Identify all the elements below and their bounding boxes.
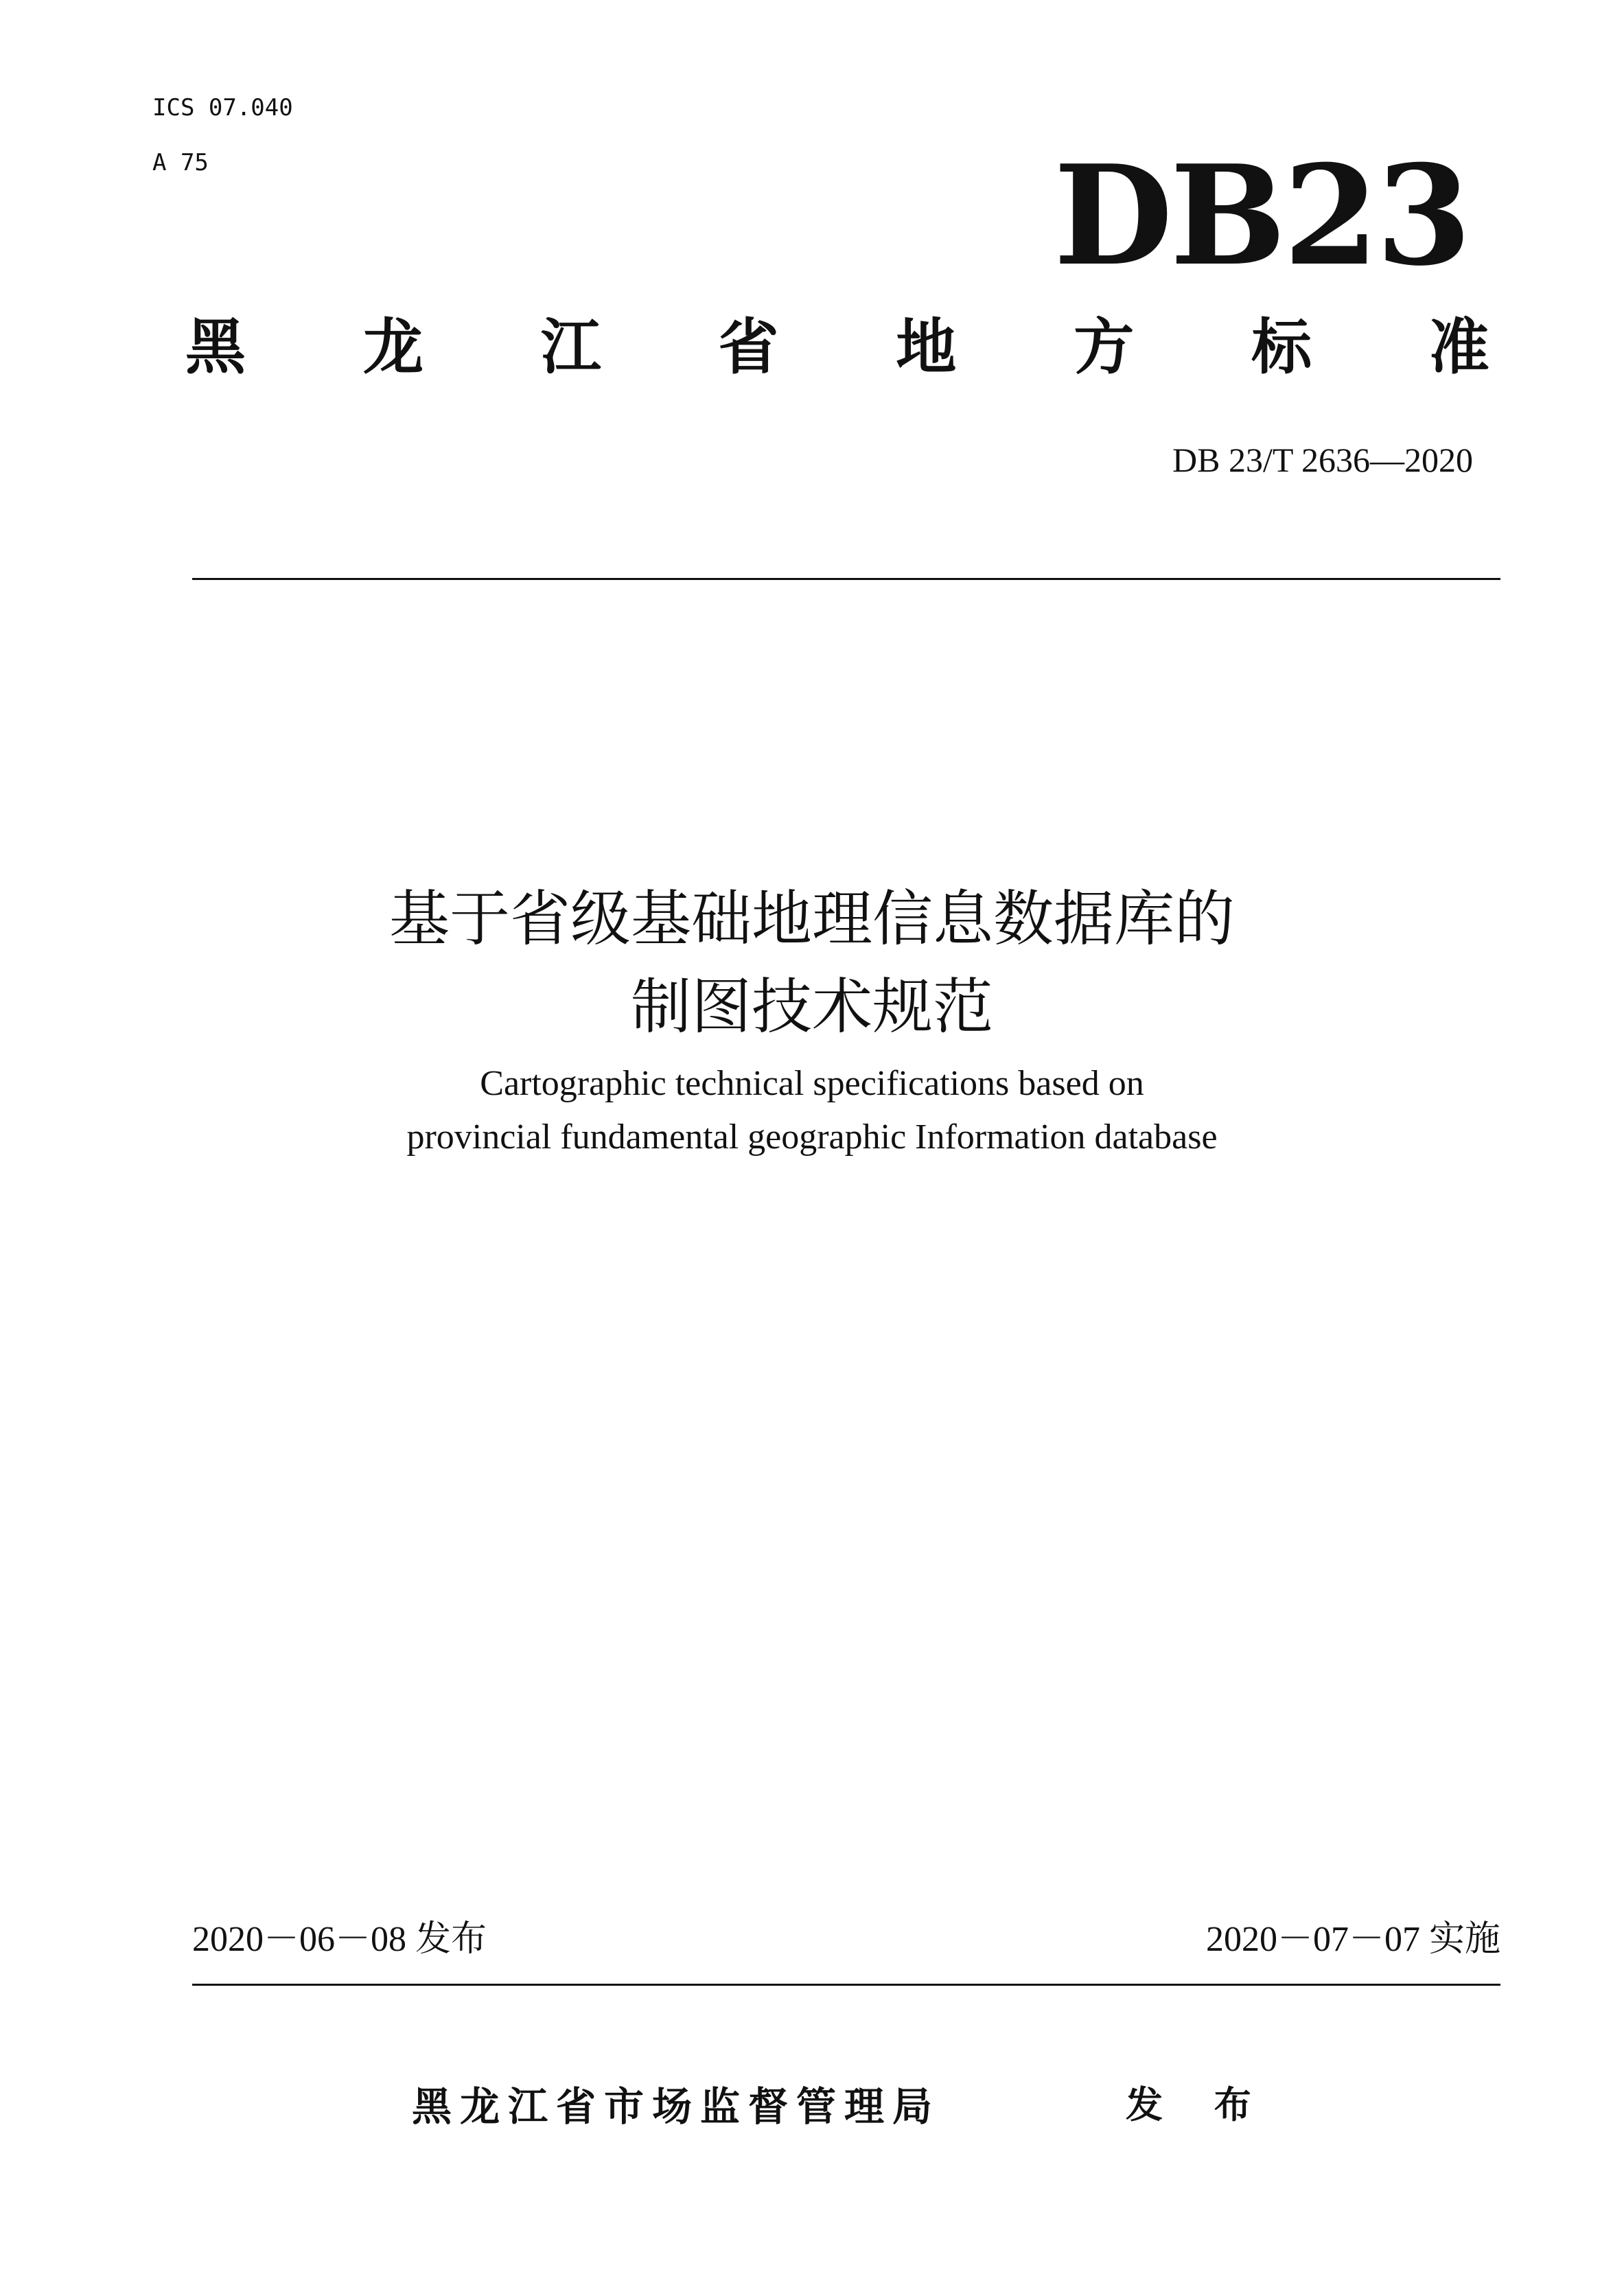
bottom-divider <box>192 1984 1500 1986</box>
standard-type-char: 准 <box>1428 312 1489 382</box>
chinese-title <box>0 875 1624 1050</box>
standard-type-char: 江 <box>540 312 601 382</box>
english-title-line-1: Cartographic technical specifications based on <box>480 1064 1144 1103</box>
publish-date: 2020－06－08 发布 <box>192 1920 487 1959</box>
top-divider <box>192 578 1500 580</box>
publish-label: 发 布 <box>1126 2083 1271 2126</box>
english-title <box>0 1057 1624 1164</box>
chinese-title-line-2: 制图技术规范 <box>630 971 993 1042</box>
standard-type-char: 省 <box>718 312 779 382</box>
standard-type-char: 龙 <box>362 312 424 382</box>
implementation-date: 2020－07－07 实施 <box>1205 1920 1500 1959</box>
standard-type-char: 标 <box>1251 312 1312 382</box>
standard-type-char: 黑 <box>185 312 246 382</box>
chinese-title-line-1: 基于省级基础地理信息数据库的 <box>388 883 1235 954</box>
english-title-line-2: provincial fundamental geographic Information database <box>406 1117 1218 1157</box>
standard-type-char: 地 <box>896 312 957 382</box>
issuing-authority: 黑龙江省市场监督管理局 <box>412 2083 941 2130</box>
ics-code: ICS 07.040 <box>152 94 293 121</box>
standard-number: DB 23/T 2636—2020 <box>1172 441 1473 479</box>
standard-code-logo: DB23 <box>1054 135 1469 297</box>
standard-type-heading <box>185 312 1489 382</box>
standard-type-char: 方 <box>1074 312 1135 382</box>
ccs-code: A 75 <box>152 149 209 176</box>
